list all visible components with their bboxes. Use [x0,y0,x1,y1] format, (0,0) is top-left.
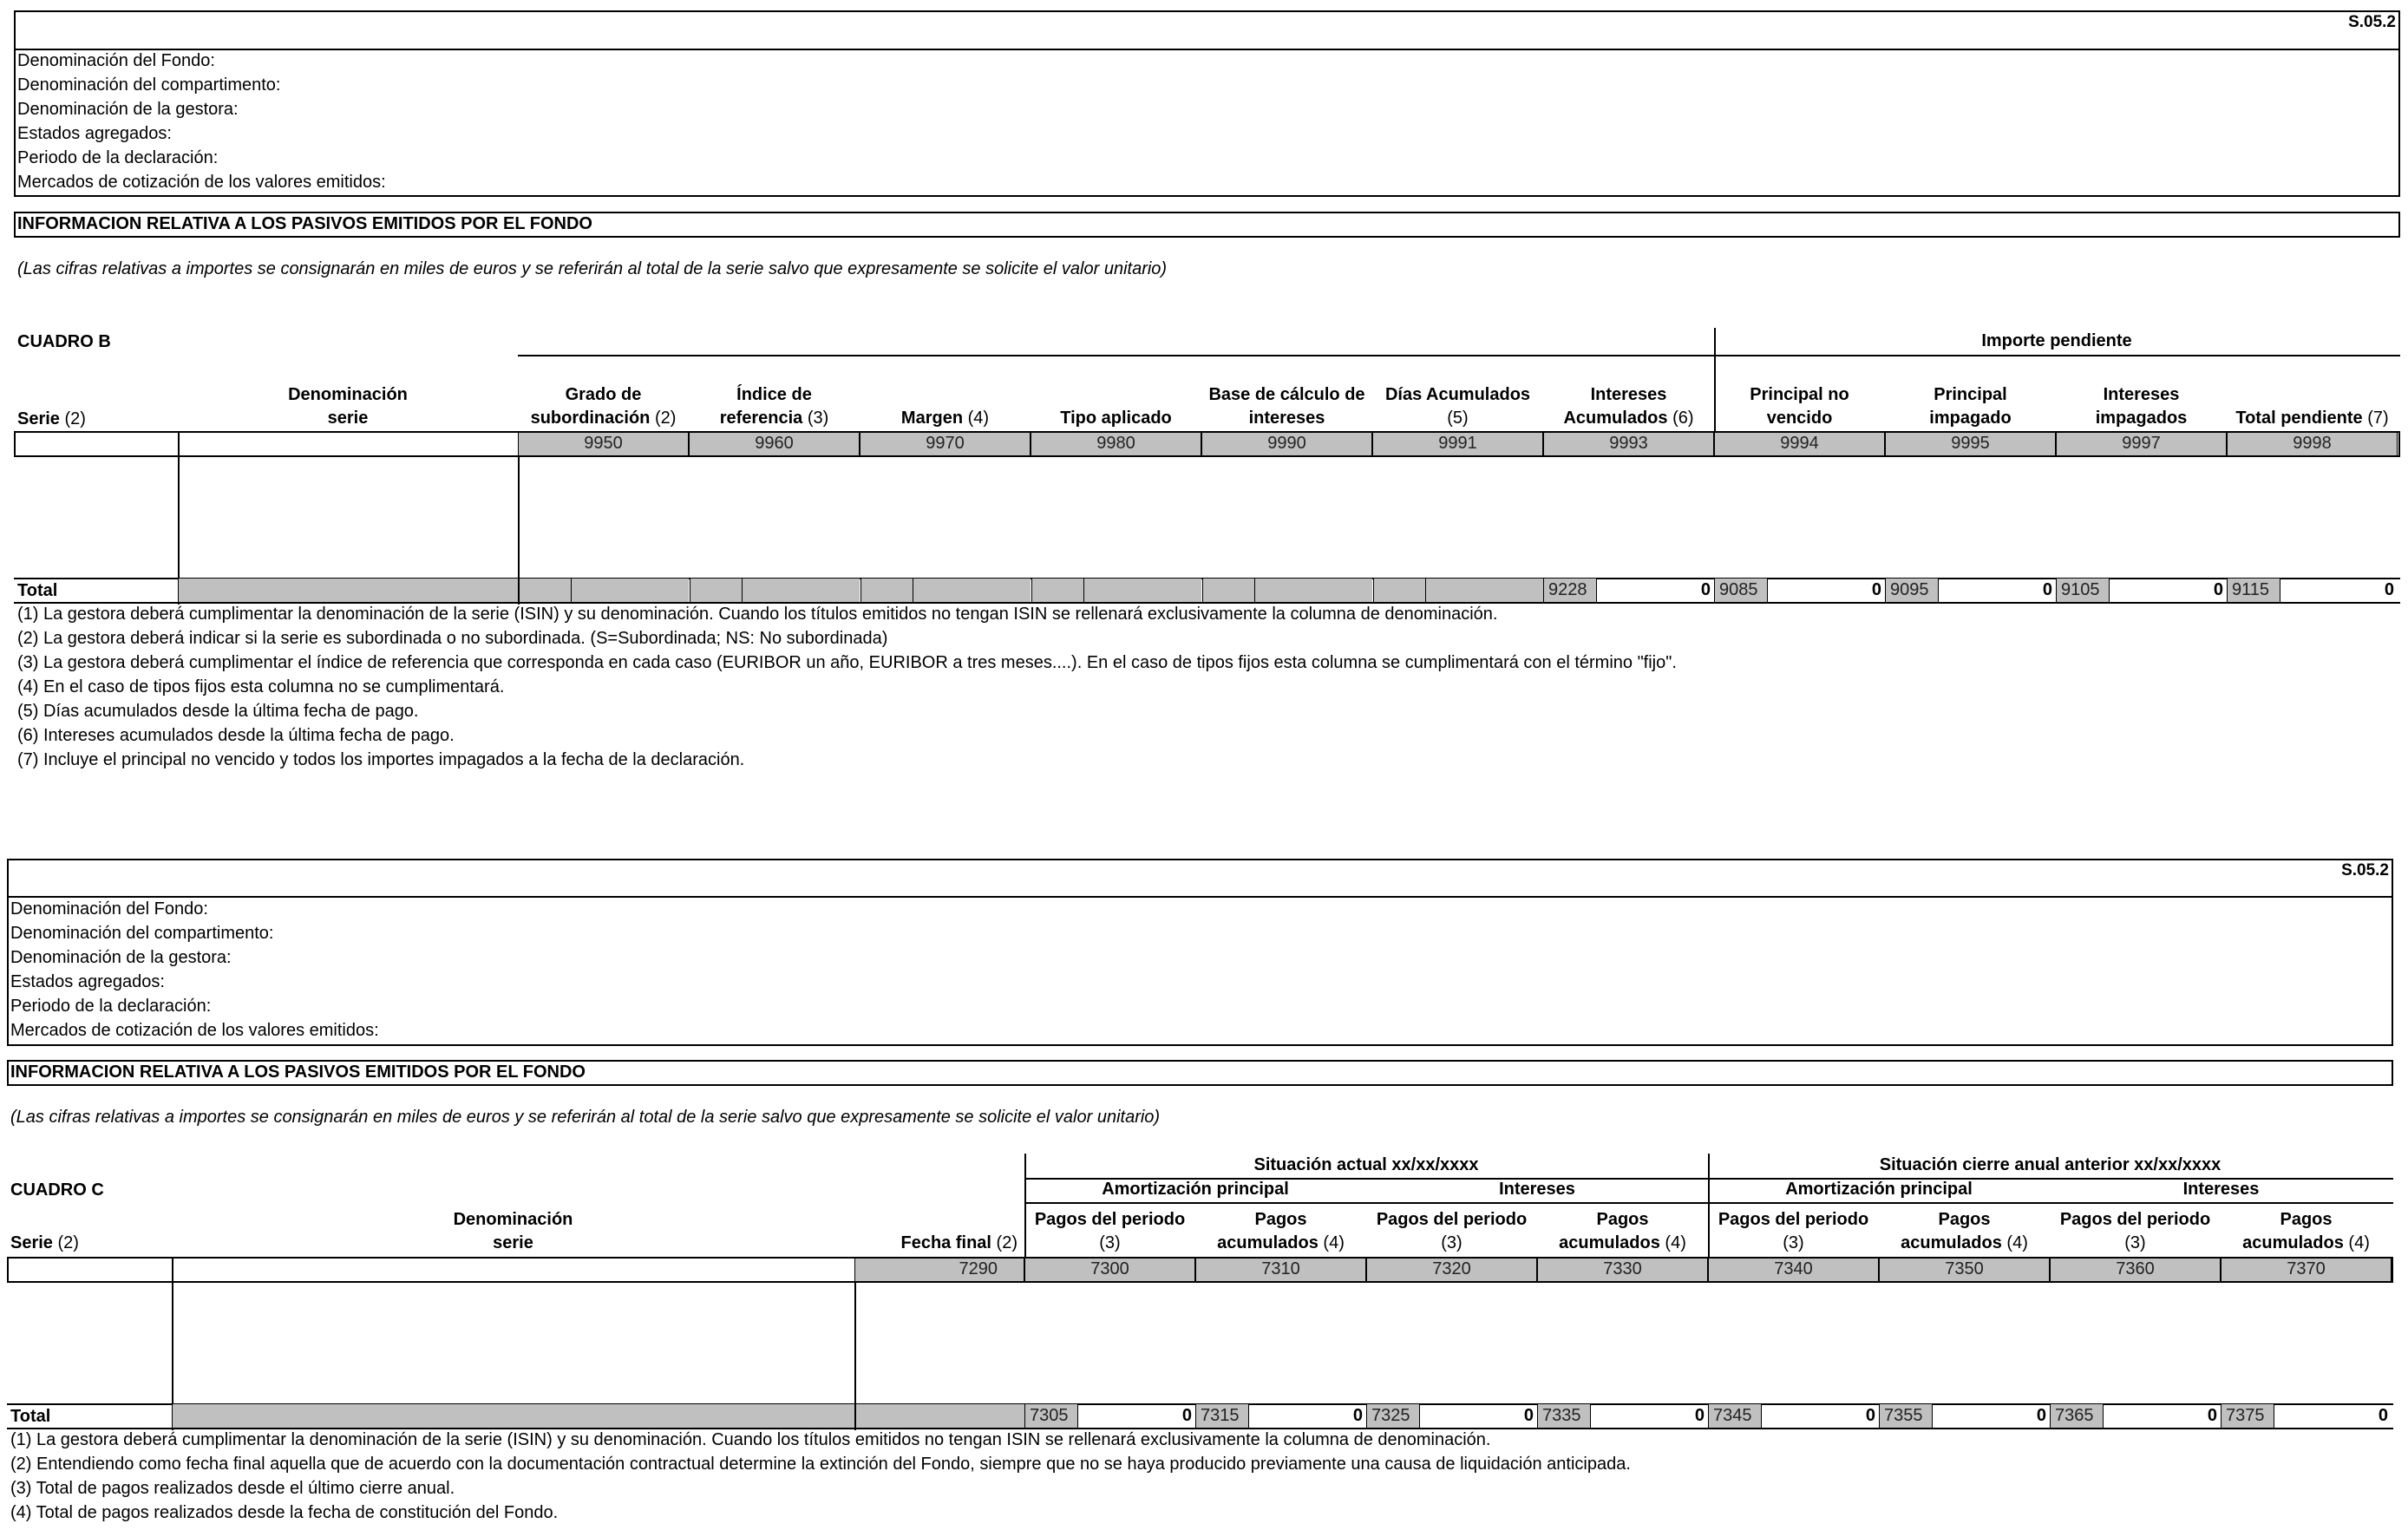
c-col-header-line1: Pagos [1254,1210,1307,1229]
table-title: CUADRO B [17,332,111,351]
amounts-note-2: (Las cifras relativas a importes se consignarán en miles de euros y se referirán al total de la serie salvo que expresamente se solicite el valor unitario) [10,1108,1161,1127]
c-col-header-line1: Pagos [1596,1210,1649,1229]
b-footnote-2: (2) La gestora deberá indicar si la serie es subordinada o no subordinada. (S=Subordinada; NS: No subordinada) [17,629,888,648]
b-col-header-line1: Días Acumulados [1384,385,1531,404]
b-code-9997: 9997 [2056,431,2227,457]
b-col-header-line1 [1031,383,1201,407]
c-col-header-name: acumulados [1559,1233,1665,1252]
field-fondo-2: Denominación del Fondo: [10,899,208,919]
b-col-header-name: vencido [1766,409,1833,428]
c-footnote-4: (4) Total de pagos realizados desde la fecha de constitución del Fondo. [10,1503,559,1522]
b-code-9970: 9970 [860,431,1031,457]
c-total-value-7335: 0 [1694,1406,1705,1425]
c-footnote-1: (1) La gestora deberá cumplimentar la denominación de la serie (ISIN) y su denominación. Cuando los títulos emitidos no tengan ISIN se rellenará exclusivamente la columna de denominación. [10,1430,1491,1449]
b-code-9950: 9950 [518,431,689,457]
field-gestora: Denominación de la gestora: [17,100,239,119]
b-code-9995: 9995 [1885,431,2056,457]
group-header-line [518,355,2400,356]
cuadro-b-footnotes [17,602,1677,772]
c-total-code-7345: 7345 [1713,1406,1752,1425]
c-col-header-line2 [1879,1232,2050,1255]
b-total-grey-cell [860,579,1031,602]
header-divider [14,49,2400,50]
b-footnote-6: (6) Intereses acumulados desde la última fecha de pago. [17,726,455,745]
b-code-9994: 9994 [1714,431,1885,457]
b-col-header-9994 [1714,383,1885,430]
c-col-header-ref: (4) [1323,1233,1345,1252]
field-estados: Estados agregados: [17,124,172,143]
c-total-code-7335: 7335 [1542,1406,1581,1425]
field-compartimento: Denominación del compartimento: [17,75,281,95]
field-mercados: Mercados de cotización de los valores emitidos: [17,173,386,192]
b-col-header-line1: Índice de [736,385,812,404]
b-footnote-3: (3) La gestora deberá cumplimentar el índice de referencia que corresponda en cada caso (EURIBOR un año, EURIBOR a tres meses....). En el caso de tipos fijos esta columna se cumplimentará con el término "fijo". [17,653,1677,672]
field-estados-2: Estados agregados: [10,972,165,991]
c-col-header-line1: Pagos del periodo [1718,1210,1869,1229]
amortizacion-actual: Amortización principal [1102,1180,1289,1199]
b-total-code-9095: 9095 [1890,580,1929,599]
code-fecha: 7290 [854,1257,1024,1283]
b-col-header-9995 [1885,383,2056,430]
b-col-header-9993 [1543,383,1714,430]
b-col-header-name: intereses [1248,409,1325,428]
total-divider-fecha [854,1403,856,1428]
c-total-value-7365: 0 [2207,1406,2217,1425]
c-col-header-name: acumulados [2242,1233,2349,1252]
c-code-7310: 7310 [1195,1257,1366,1283]
b-total-grey-split [1083,579,1084,602]
c-total-value-7345: 0 [1865,1406,1875,1425]
c-col-header-line2 [2221,1232,2392,1255]
b-col-header-9990 [1201,383,1372,430]
col-serie-label-2: Serie [10,1233,53,1252]
b-col-header-line2 [860,407,1031,430]
total-label-2: Total [10,1407,51,1426]
b-col-header-name: Acumulados [1563,409,1673,428]
b-total-code-9115: 9115 [2232,580,2270,599]
b-col-header-line1: Principal [1934,385,2007,404]
c-col-header-ref: (3) [1441,1233,1462,1252]
c-col-header-name: acumulados [1217,1233,1324,1252]
col-serie-label: Serie [17,409,60,428]
c-total-code-7325: 7325 [1371,1406,1410,1425]
b-code-9980: 9980 [1031,431,1201,457]
c-col-header-ref: (4) [1665,1233,1686,1252]
b-col-header-9960 [689,383,860,430]
b-code-9990: 9990 [1201,431,1372,457]
col-denominacion-l2-2: serie [493,1233,533,1252]
table-title-2: CUADRO C [10,1180,104,1200]
col-serie-ref-2: (2) [57,1233,79,1252]
col-denominacion-l1: Denominación [288,385,408,404]
b-col-header-name: impagados [2095,409,2188,428]
b-total-grey-cell [1202,579,1372,602]
b-total-grey-split [1425,579,1426,602]
b-col-header-name: Margen [900,409,968,428]
b-col-header-name: subordinación [530,409,655,428]
form-code-2: S.05.2 [2341,861,2389,879]
b-col-header-ref: (6) [1672,409,1694,428]
b-col-header-line2 [1543,407,1714,430]
c-col-header-7310 [1195,1208,1366,1255]
form-code: S.05.2 [2348,13,2396,31]
header-box [14,10,2400,197]
b-col-header-9997 [2056,383,2227,430]
col-denominacion-l1-2: Denominación [453,1210,573,1229]
c-col-header-line1: Pagos [1938,1210,1991,1229]
c-code-7320: 7320 [1366,1257,1537,1283]
c-code-7370: 7370 [2221,1257,2392,1283]
c-col-header-line2 [1537,1232,1708,1255]
section-title-2: INFORMACION RELATIVA A LOS PASIVOS EMITIDOS POR EL FONDO [10,1062,586,1082]
b-col-header-ref: (7) [2367,409,2389,428]
c-col-header-ref: (3) [2124,1233,2146,1252]
c-total-code-7305: 7305 [1030,1406,1069,1425]
b-footnote-7: (7) Incluye el principal no vencido y todos los importes impagados a la fecha de la declaración. [17,750,745,769]
col-fecha [854,1232,1024,1255]
c-total-value-7355: 0 [2036,1406,2046,1425]
col-fecha-ref: (2) [996,1233,1018,1252]
b-col-header-9970 [860,383,1031,430]
c-col-header-ref: (3) [1783,1233,1804,1252]
c-col-header-7360 [2050,1208,2221,1255]
b-total-grey-cell [690,579,860,602]
b-total-value-9228: 0 [1700,580,1711,599]
b-total-value-9085: 0 [1871,580,1881,599]
b-col-header-line1 [2227,383,2398,407]
total-label: Total [17,581,58,600]
c-total-value-7305: 0 [1181,1406,1192,1425]
col-serie-ref: (2) [64,409,86,428]
situacion-anterior: Situación cierre anual anterior xx/xx/xxxx [1879,1155,2222,1174]
b-total-value-9105: 0 [2213,580,2223,599]
b-col-header-line2 [2227,407,2398,430]
c-col-header-ref: (4) [2006,1233,2028,1252]
section-title: INFORMACION RELATIVA A LOS PASIVOS EMITIDOS POR EL FONDO [17,214,592,233]
field-periodo: Periodo de la declaración: [17,148,219,167]
intereses-anterior: Intereses [2182,1180,2260,1199]
amortizacion-line [1024,1202,2393,1204]
total-grey-denominacion [179,579,518,602]
c-col-header-line1: Pagos del periodo [2059,1210,2211,1229]
b-code-9998: 9998 [2227,431,2398,457]
b-total-code-9085: 9085 [1719,580,1758,599]
col-serie-2 [10,1232,79,1255]
cuadro-c-footnotes [10,1428,1631,1525]
b-code-9991: 9991 [1372,431,1543,457]
col-serie [17,408,86,431]
c-footnote-3: (3) Total de pagos realizados desde el último cierre anual. [10,1479,455,1498]
c-col-header-7370 [2221,1208,2392,1255]
c-total-value-7315: 0 [1352,1406,1363,1425]
b-col-header-line2 [1885,407,2056,430]
b-col-header-line1: Base de cálculo de [1208,385,1365,404]
b-footnote-1: (1) La gestora deberá cumplimentar la denominación de la serie (ISIN) y su denominación. Cuando los títulos emitidos no tengan ISIN se rellenará exclusivamente la columna de denominación. [17,605,1498,624]
b-total-value-9095: 0 [2042,580,2052,599]
c-col-header-7320 [1366,1208,1537,1255]
field-compartimento-2: Denominación del compartimento: [10,924,274,943]
b-col-header-name: referencia [719,409,808,428]
b-col-header-9980 [1031,383,1201,430]
b-code-9960: 9960 [689,431,860,457]
b-col-header-line1: Intereses [2103,385,2180,404]
total-grey-denominacion-2 [173,1404,1024,1428]
b-col-header-line2 [689,407,860,430]
b-col-header-line2 [1201,407,1372,430]
c-code-7350: 7350 [1879,1257,2050,1283]
b-col-header-ref: (4) [967,409,990,428]
b-col-header-line2 [1372,407,1543,430]
b-col-header-line1: Principal no [1750,385,1849,404]
c-code-7360: 7360 [2050,1257,2221,1283]
b-col-header-line2 [1714,407,1885,430]
c-col-header-7340 [1708,1208,1879,1255]
b-total-grey-cell [519,579,689,602]
b-total-grey-split [571,579,572,602]
header-divider-2 [7,896,2393,898]
b-col-header-line2 [1031,407,1201,430]
c-col-header-7300 [1024,1208,1195,1255]
col-denominacion [178,383,518,430]
b-total-grey-cell [1031,579,1201,602]
c-total-code-7315: 7315 [1201,1406,1240,1425]
b-total-grey-cell [1373,579,1543,602]
c-total-code-7375: 7375 [2226,1406,2265,1425]
b-code-9993: 9993 [1543,431,1714,457]
b-footnote-4: (4) En el caso de tipos fijos esta columna no se cumplimentará. [17,677,505,696]
b-total-grey-split [742,579,743,602]
c-total-value-7325: 0 [1523,1406,1534,1425]
situacion-actual: Situación actual xx/xx/xxxx [1253,1155,1479,1174]
c-col-header-ref: (3) [1099,1233,1121,1252]
c-col-header-name: acumulados [1901,1233,2007,1252]
c-total-code-7355: 7355 [1884,1406,1923,1425]
c-col-header-line1: Pagos del periodo [1034,1210,1186,1229]
field-mercados-2: Mercados de cotización de los valores emitidos: [10,1021,379,1040]
field-gestora-2: Denominación de la gestora: [10,948,232,967]
b-total-code-9228: 9228 [1548,580,1587,599]
b-total-grey-split [1254,579,1255,602]
b-col-header-line2 [2056,407,2227,430]
amounts-note: (Las cifras relativas a importes se consignarán en miles de euros y se referirán al total de la serie salvo que expresamente se solicite el valor unitario) [17,259,1168,278]
c-code-7300: 7300 [1024,1257,1195,1283]
c-col-header-line1: Pagos [2280,1210,2333,1229]
c-total-code-7365: 7365 [2055,1406,2094,1425]
b-col-header-line1: Grado de [565,385,642,404]
c-col-header-ref: (4) [2348,1233,2370,1252]
group-header-importe: Importe pendiente [1981,331,2132,350]
intereses-actual: Intereses [1499,1180,1575,1199]
amortizacion-anterior: Amortización principal [1785,1180,1973,1199]
b-col-header-9991 [1372,383,1543,430]
c-col-header-7330 [1537,1208,1708,1255]
b-col-header-name: Tipo aplicado [1060,409,1172,428]
b-col-header-ref: (5) [1447,409,1469,428]
b-col-header-ref: (3) [807,409,829,428]
col-denominacion-2 [172,1208,854,1255]
c-code-7340: 7340 [1708,1257,1879,1283]
c-total-value-7375: 0 [2378,1406,2388,1425]
field-periodo-2: Periodo de la declaración: [10,997,212,1016]
col-fecha-label: Fecha final [900,1233,991,1252]
b-col-header-line1: Intereses [1590,385,1667,404]
b-col-header-line1 [860,383,1031,407]
b-col-header-9950 [518,383,689,430]
c-col-header-line2 [1195,1232,1366,1255]
field-fondo: Denominación del Fondo: [17,51,215,70]
c-col-header-7350 [1879,1208,2050,1255]
c-code-7330: 7330 [1537,1257,1708,1283]
c-col-header-line1: Pagos del periodo [1376,1210,1528,1229]
b-total-value-9115: 0 [2384,580,2394,599]
b-total-code-9105: 9105 [2061,580,2100,599]
b-col-header-name: impagado [1929,409,2012,428]
col-denominacion-l2: serie [327,409,369,428]
b-footnote-5: (5) Días acumulados desde la última fecha de pago. [17,702,419,721]
b-col-header-name: Total pendiente [2235,409,2368,428]
c-footnote-2: (2) Entendiendo como fecha final aquella que de acuerdo con la documentación contractual determine la extinción del Fondo, siempre que no se haya producido previamente una causa de liquidación anticipada. [10,1455,1631,1474]
b-col-header-line2 [518,407,689,430]
b-col-header-9998 [2227,383,2398,430]
b-col-header-ref: (2) [654,409,677,428]
